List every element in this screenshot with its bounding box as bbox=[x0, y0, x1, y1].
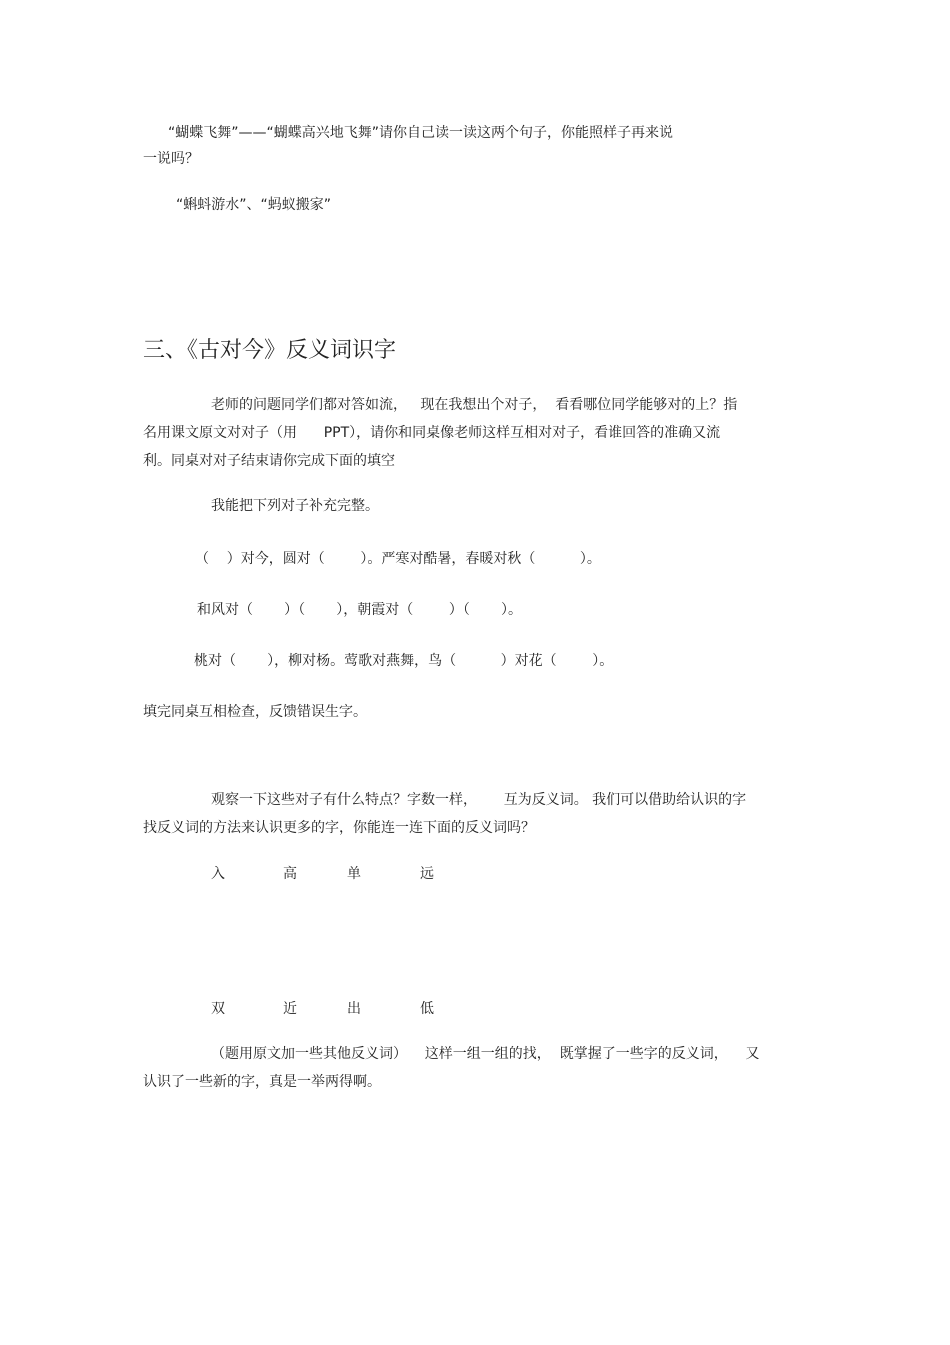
paragraph-line: 找反义词的方法来认识更多的字，你能连一连下面的反义词吗？ bbox=[143, 820, 535, 836]
check-instruction: 填完同桌互相检查，反馈错误生字。 bbox=[143, 704, 367, 720]
fill-in-blank-line: （ ）对今，圆对（ ）。严寒对酷暑，春暖对秋（ ）。 bbox=[195, 551, 601, 567]
paragraph-line: （题用原文加一些其他反义词） 这样一组一组的找， 既掌握了一些字的反义词， 又 bbox=[211, 1046, 760, 1062]
fill-in-blank-line: 桃对（ ），柳对杨。莺歌对燕舞，鸟（ ）对花（ ）。 bbox=[194, 653, 614, 669]
fill-in-blank-line: 和风对（ ）（ ），朝霞对（ ）（ ）。 bbox=[197, 602, 523, 618]
antonym-word: 远 bbox=[420, 866, 434, 882]
paragraph-line: 一说吗？ bbox=[143, 151, 199, 167]
example-phrases: “蝌蚪游水”、“蚂蚁搬家” bbox=[176, 197, 332, 213]
paragraph-line: 观察一下这些对子有什么特点？字数一样， 互为反义词。 我们可以借助给认识的字 bbox=[211, 792, 747, 808]
paragraph-line: 认识了一些新的字，真是一举两得啊。 bbox=[143, 1074, 381, 1090]
antonym-word: 单 bbox=[347, 866, 361, 882]
antonym-word: 出 bbox=[347, 1001, 361, 1017]
antonym-word: 近 bbox=[283, 1001, 297, 1017]
antonym-word: 低 bbox=[420, 1001, 434, 1017]
section-heading: 三、《古对今》反义词识字 bbox=[143, 338, 397, 363]
task-instruction: 我能把下列对子补充完整。 bbox=[211, 498, 379, 514]
paragraph-line: 老师的问题同学们都对答如流， 现在我想出个对子， 看看哪位同学能够对的上？指 bbox=[211, 397, 738, 413]
paragraph-line: “蝴蝶飞舞”——“蝴蝶高兴地飞舞”请你自己读一读这两个句子，你能照样子再来说 bbox=[168, 125, 674, 141]
paragraph-line: 名用课文原文对对子（用 PPT），请你和同桌像老师这样互相对对子，看谁回答的准确又流 bbox=[143, 425, 721, 441]
antonym-word: 双 bbox=[211, 1001, 225, 1017]
paragraph-line: 利。同桌对对子结束请你完成下面的填空 bbox=[143, 453, 395, 469]
antonym-word: 入 bbox=[211, 866, 225, 882]
antonym-word: 高 bbox=[283, 866, 297, 882]
